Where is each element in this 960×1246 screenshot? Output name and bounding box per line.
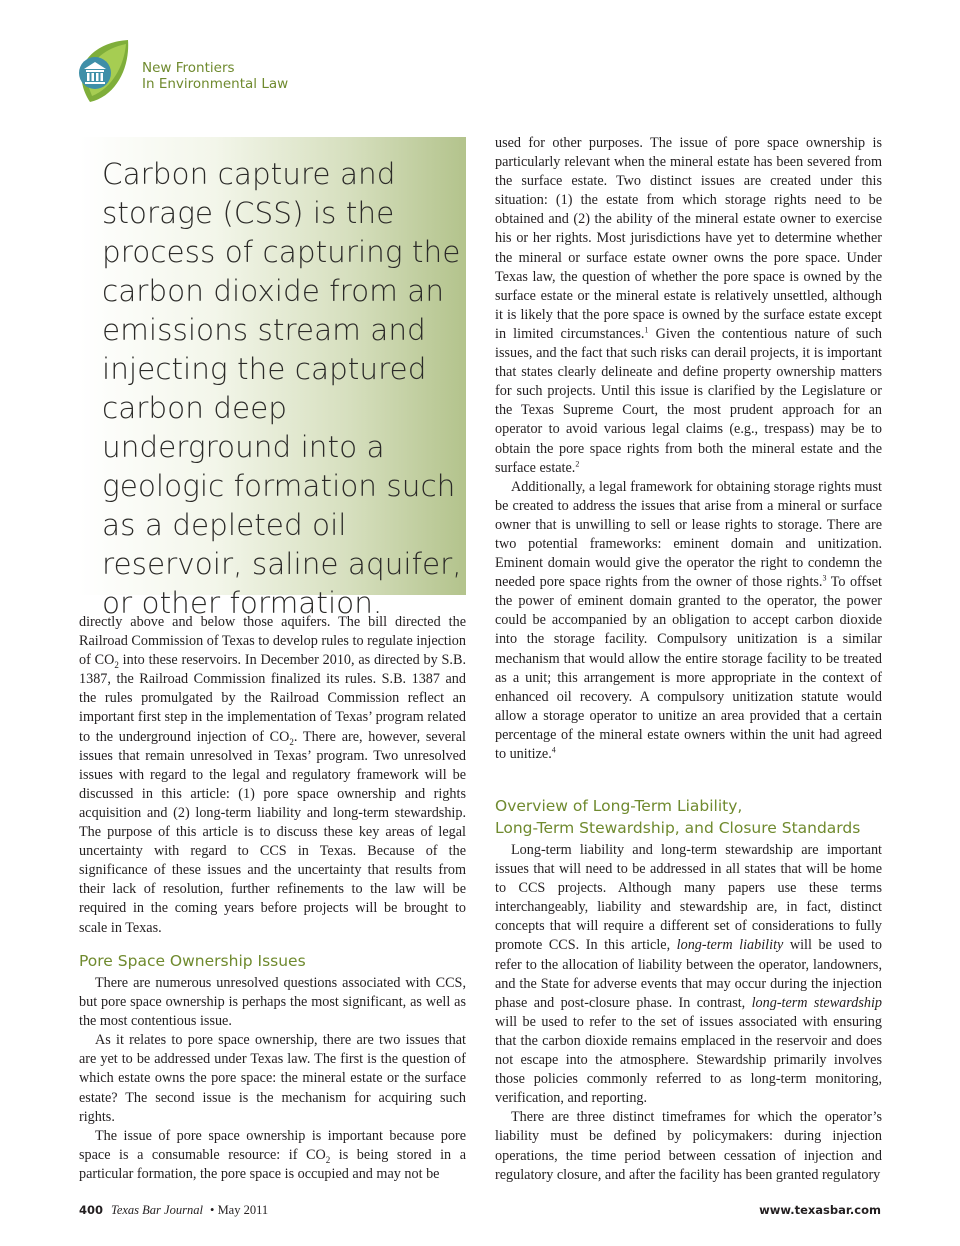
footnote-ref: 1 bbox=[644, 325, 649, 335]
paragraph: The issue of pore space ownership is important because pore space is a consumable resource: if $CO_2$ is being stored in a particular formation, the pore space is occupied and may not be bbox=[79, 1127, 466, 1182]
paragraph: As it relates to pore space ownership, there are two issues that are yet to be addressed under Texas law. The first is the question of which estate owns the pore space: the mineral estate or the surface estate? The second issue is the mechanism for acquiring such rights. bbox=[79, 1032, 466, 1125]
heading-long-term-liability: Overview of Long-Term Liability, Long-Term Stewardship, and Closure Standards bbox=[495, 797, 861, 837]
paragraph: directly above and below those aquifers. The bill directed the Railroad Commission of Texas to develop rules to regulate injection of $CO_2$ into these reservoirs. In December 2010, as directed by S.B. 1387, the Railroad Commission finalized its rules. S.B. 1387 and the rules promulgated by the Railroad Commission reflect an important first step in the implementation of Texas’ program related to the underground injection of $CO_2$. There are, however, several issues that remain unresolved in Texas’ program. Two unresolved issues with regard to the legal and regulatory framework will be discussed in this article: (1) pore space ownership and rights acquisition and (2) long-term liability and long-term stewardship. The purpose of this article is to discuss these key areas of legal uncertainty with regard to CCS in Texas. Because of the significance of these issues and the uncertainty that results from their lack of resolution, further refinements to the law will be required in the coming years before projects will be brought to scale in Texas. bbox=[79, 614, 467, 936]
footer-url[interactable]: www.texasbar.com bbox=[759, 1203, 881, 1217]
bullet: • bbox=[210, 1203, 215, 1217]
section-title bbox=[142, 60, 288, 92]
column-left-top bbox=[79, 613, 466, 938]
paragraph: Additionally, a legal framework for obtaining storage rights must be created to address the issues that arise from a mineral or surface owner that is unwilling to sell or lease rights to storage. There are two potential frameworks: eminent domain and unitization. Eminent domain would give the operator the right to condemn the needed pore space rights from the owner of those rights.$^3$ To offset the power of eminent domain granted to the operator, the power could be accompanied by an obligation to accept carbon dioxide into the storage facility. Compulsory unitization is a similar mechanism that would allow the entire storage facility to be treated as a unit; this arrangement is more appropriate in the context of enhanced oil recovery. A compulsory unitization statute would allow a storage operator to unitize an area provided that a certain percentage of the mineral estate owners within the unit had agreed to unitize.$^4$ bbox=[495, 478, 882, 762]
paragraph: Long-term liability and long-term stewardship are important issues that will need to be addressed in all states that will be home to CCS projects. Although many papers use these terms interchangeably, liability and stewardship are, in fact, distinct concepts that will require a different set of considerations to fully promote CCS. In this article, long-term liability will be used to refer to the allocation of liability between the operator, landowners, and the State for adverse events that may occur during the injection phase and post-closure phase. In contrast, long-term stewardship will be used to refer to the set of issues associated with ensuring that the carbon dioxide remains emplaced in the reservoir and does not escape into the atmosphere. Stewardship primarily involves those policies commonly referred to as long-term monitoring, verification, and reporting. bbox=[495, 842, 882, 1107]
column-right-bottom bbox=[495, 841, 882, 1185]
paragraph: used for other purposes. The issue of pore space ownership is particularly relevant when the mineral estate has been severed from the surface estate. Two distinct issues are created under this situation: (1) the estate from which storage rights need to be obtained and (2) the ability of the mineral estate owner to exercise his or her rights. Most jurisdictions have yet to determine whether the mineral or surface estate owner owns the pore space. Under Texas law, the question of whether the pore space is owned by the surface estate or the mineral estate is relatively unsettled, although it is likely that the pore space is owned by the surface estate except in limited circumstances.$^1$ Given the contentious nature of such issues, and the fact that such risks can derail projects, it is important that states clearly delineate and define property ownership matters for such projects. Until this issue is clarified by the Legislature or the Texas Supreme Court, the most prudent approach for an operator to avoid various legal claims (e.g., trespass) may be to obtain the pore space rights from both the mineral estate and the surface estate.$^2$ bbox=[495, 135, 883, 476]
section-title-line2: In Environmental Law bbox=[142, 76, 289, 92]
heading-pore-space: Pore Space Ownership Issues bbox=[79, 952, 306, 970]
page-number: 400 bbox=[79, 1203, 104, 1217]
paragraph: There are three distinct timeframes for which the operator’s liability must be defined by policymakers: during injection operations, the time period between cessation of injection and regulatory closure, and after the facility has been granted regulatory bbox=[495, 1109, 882, 1183]
footnote-ref: 3 bbox=[822, 573, 827, 583]
subscript: 2 bbox=[114, 660, 119, 671]
journal-name: Texas Bar Journal bbox=[111, 1203, 203, 1217]
subscript: 2 bbox=[289, 736, 294, 747]
section-logo bbox=[76, 38, 336, 108]
paragraph: There are numerous unresolved questions associated with CCS, but pore space ownership is perhaps the most significant, as well as the most contentious issue. bbox=[79, 975, 466, 1030]
footnote-ref: 2 bbox=[575, 458, 580, 468]
column-left-bottom bbox=[79, 974, 466, 1184]
column-right-top bbox=[495, 134, 882, 764]
subscript: 2 bbox=[325, 1154, 331, 1165]
section-title-line1: New Frontiers bbox=[142, 60, 235, 76]
footer-left bbox=[79, 1203, 268, 1218]
issue-date: May 2011 bbox=[217, 1203, 269, 1217]
pull-quote-box bbox=[79, 137, 466, 620]
pull-quote-text: Carbon capture and storage (CSS) is the process of capturing the carbon dioxide from an emissions stream and injecting the captured carbon deep underground into a geologic formation such as a depleted oil reservoir, saline aquifer, or other formation. bbox=[102, 157, 462, 620]
leaf-courthouse-icon bbox=[76, 38, 138, 108]
footnote-ref: 4 bbox=[551, 745, 556, 755]
